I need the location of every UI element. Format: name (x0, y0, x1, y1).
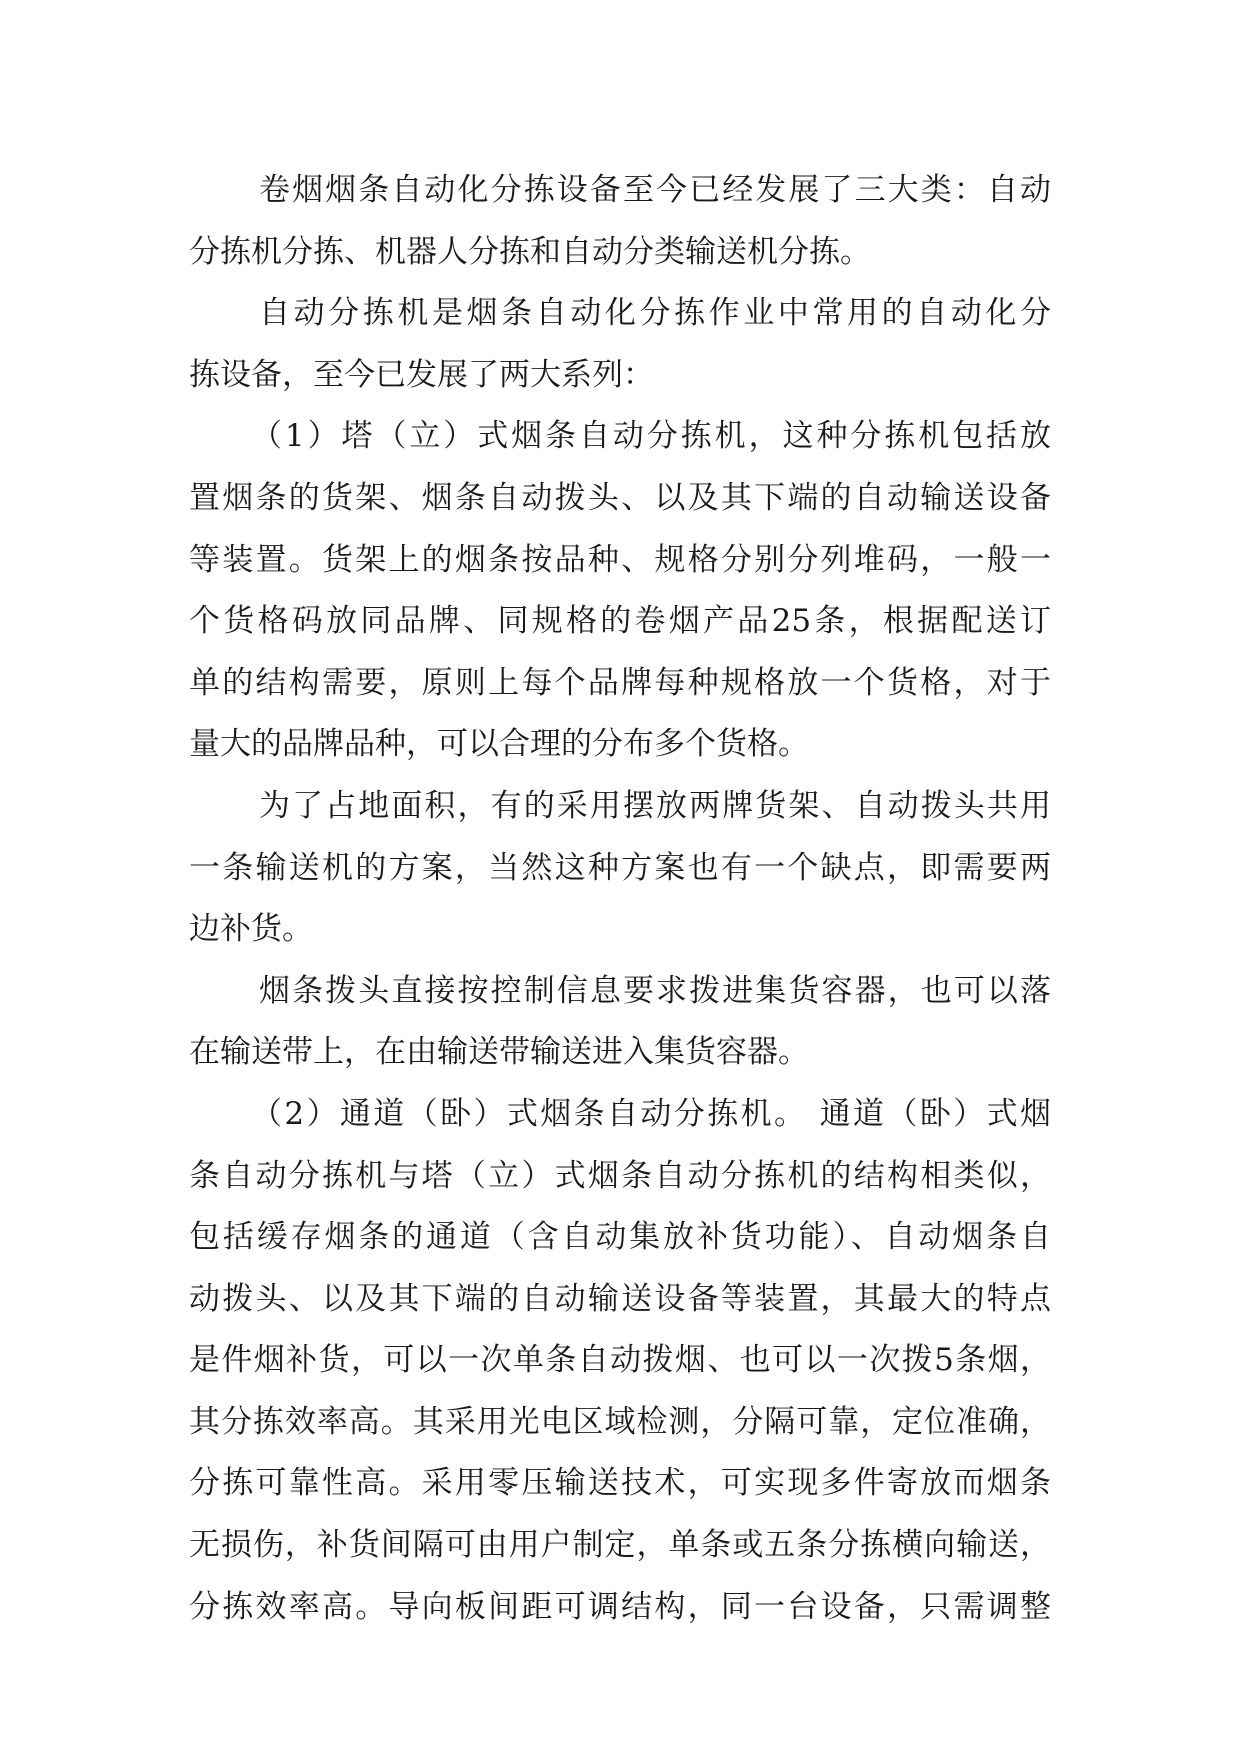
text-line: 单的结构需要，原则上每个品牌每种规格放一个货格，对于 (189, 664, 1051, 701)
text-line: 包括缓存烟条的通道（含自动集放补货功能）、自动烟条自 (189, 1219, 1051, 1256)
text-line: 分拣可靠性高。采用零压输送技术，可实现多件寄放而烟条 (189, 1465, 1051, 1502)
text-line: 量大的品牌品种，可以合理的分布多个货格。 (189, 726, 809, 763)
text-line: 拣设备，至今已发展了两大系列： (189, 356, 654, 393)
text-line: 个货格码放同品牌、同规格的卷烟产品25条，根据配送订 (189, 603, 1051, 640)
text-line: 自动分拣机是烟条自动化分拣作业中常用的自动化分 (259, 295, 1051, 332)
text-line: 置烟条的货架、烟条自动拨头、以及其下端的自动输送设备 (189, 479, 1051, 516)
text-line: 条自动分拣机与塔（立）式烟条自动分拣机的结构相类似， (189, 1157, 1051, 1194)
text-line: 为了占地面积，有的采用摆放两牌货架、自动拨头共用 (259, 787, 1051, 824)
text-line: 是件烟补货，可以一次单条自动拨烟、也可以一次拨5条烟， (189, 1342, 1051, 1379)
text-line: 在输送带上，在由输送带输送进入集货容器。 (189, 1034, 809, 1071)
text-line: 烟条拨头直接按控制信息要求拨进集货容器，也可以落 (259, 972, 1051, 1009)
paragraph (189, 776, 1051, 961)
text-line: （1）塔（立）式烟条自动分拣机，这种分拣机包括放 (251, 418, 1051, 455)
text-line: 等装置。货架上的烟条按品种、规格分别分列堆码，一般一 (189, 541, 1051, 578)
paragraph (189, 406, 1051, 776)
paragraph (189, 283, 1051, 406)
text-line: （2）通道（卧）式烟条自动分拣机。 通道（卧）式烟 (251, 1095, 1051, 1132)
text-line: 边补货。 (189, 911, 313, 948)
paragraph (189, 1084, 1051, 1638)
text-line: 分拣机分拣、机器人分拣和自动分类输送机分拣。 (189, 233, 871, 270)
text-line: 分拣效率高。导向板间距可调结构，同一台设备，只需调整 (189, 1588, 1051, 1625)
text-line: 一条输送机的方案，当然这种方案也有一个缺点，即需要两 (189, 849, 1051, 886)
text-line: 卷烟烟条自动化分拣设备至今已经发展了三大类：自动 (259, 172, 1051, 208)
text-line: 无损伤，补货间隔可由用户制定，单条或五条分拣横向输送， (189, 1527, 1051, 1564)
paragraph (189, 961, 1051, 1084)
text-line: 其分拣效率高。其采用光电区域检测，分隔可靠，定位准确， (189, 1403, 1051, 1440)
paragraph (189, 160, 1051, 283)
document-body (189, 160, 1051, 1638)
text-line: 动拨头、以及其下端的自动输送设备等装置，其最大的特点 (189, 1280, 1051, 1317)
